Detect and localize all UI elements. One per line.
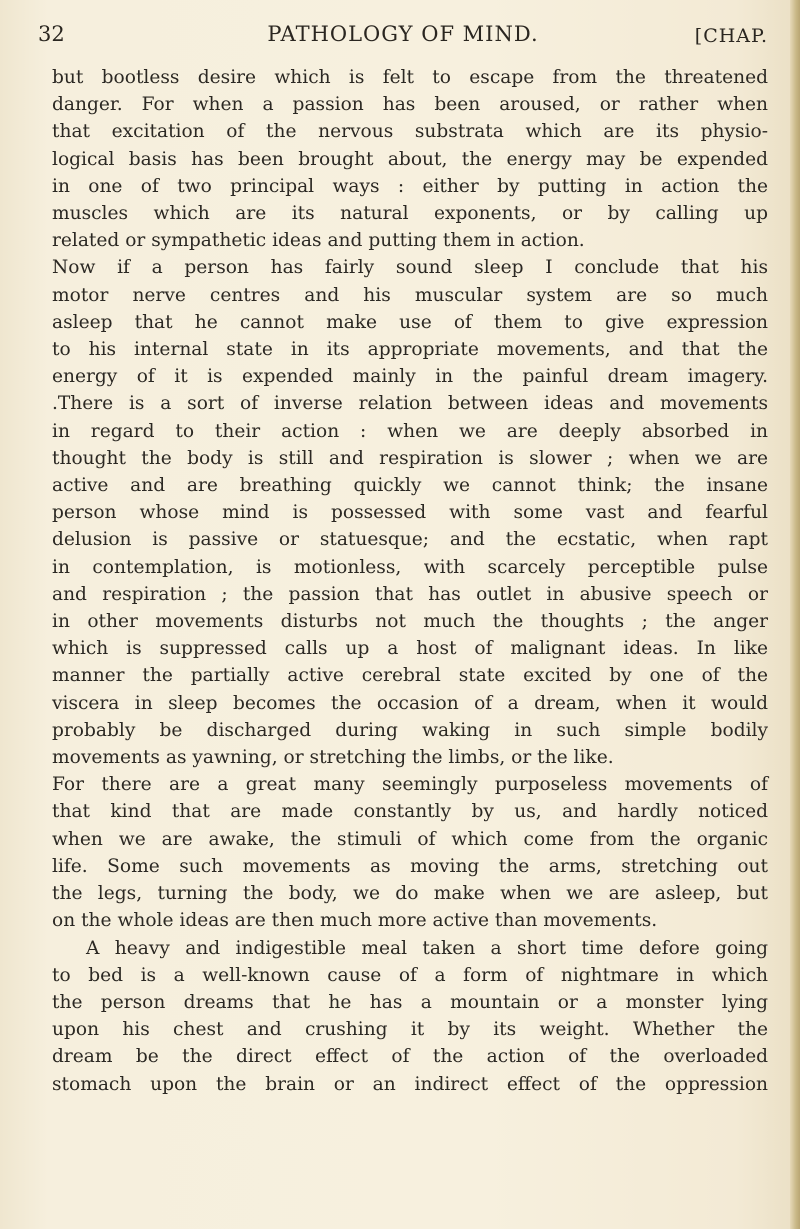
text-line: that excitation of the nervous substrata which are its physio-	[52, 121, 768, 143]
text-line: person whose mind is possessed with some vast and fearful	[52, 502, 768, 524]
text-line: movements as yawning, or stretching the limbs, or the like.	[52, 747, 614, 769]
chapter-label: [CHAP.	[694, 25, 768, 47]
text-line: logical basis has been brought about, the energy may be expended	[52, 148, 768, 170]
text-line: energy of it is expended mainly in the painful dream imagery.	[52, 366, 768, 388]
text-line: For there are a great many seemingly purposeless movements of	[52, 774, 768, 796]
text-line: the person dreams that he has a mountain or a monster lying	[52, 991, 768, 1013]
page-header	[38, 22, 768, 52]
text-line: to bed is a well-known cause of a form of nightmare in which	[52, 964, 768, 986]
page-edge	[790, 0, 800, 1229]
text-line: in contemplation, is motionless, with scarcely perceptible pulse	[52, 556, 768, 578]
text-line: which is suppressed calls up a host of malignant ideas. In like	[52, 638, 768, 660]
text-line: in regard to their action : when we are deeply absorbed in	[52, 420, 768, 442]
text-line: in one of two principal ways : either by putting in action the	[52, 175, 768, 197]
text-line: but bootless desire which is felt to escape from the threatened	[52, 67, 768, 88]
text-line: life. Some such movements as moving the arms, stretching out	[52, 855, 768, 877]
running-title: PATHOLOGY OF MIND.	[267, 22, 539, 46]
text-line: the legs, turning the body, we do make when we are asleep, but	[52, 883, 768, 905]
text-line: to his internal state in its appropriate movements, and that the	[52, 339, 768, 361]
text-line: stomach upon the brain or an indirect effect of the oppression	[52, 1073, 768, 1095]
text-line: active and are breathing quickly we cannot think; the insane	[52, 475, 768, 497]
text-line: on the whole ideas are then much more active than movements.	[52, 910, 658, 932]
text-line: thought the body is still and respiration is slower ; when we are	[52, 447, 768, 469]
text-line: manner the partially active cerebral state excited by one of the	[52, 665, 768, 687]
text-line: .There is a sort of inverse relation between ideas and movements	[52, 393, 768, 415]
text-line: danger. For when a passion has been aroused, or rather when	[52, 94, 768, 116]
text-line: delusion is passive or statuesque; and the ecstatic, when rapt	[52, 529, 768, 551]
text-line: motor nerve centres and his muscular system are so much	[52, 284, 768, 306]
page-number: 32	[38, 22, 65, 46]
text-line: A heavy and indigestible meal taken a short time defore going	[86, 937, 768, 959]
text-line: asleep that he cannot make use of them to give expression	[52, 311, 768, 333]
text-line: Now if a person has fairly sound sleep I conclude that his	[52, 257, 768, 279]
body-text	[52, 64, 768, 1098]
text-line: upon his chest and crushing it by its weight. Whether the	[52, 1019, 768, 1041]
text-line: when we are awake, the stimuli of which come from the organic	[52, 828, 768, 850]
text-line: viscera in sleep becomes the occasion of a dream, when it would	[52, 692, 768, 714]
text-line: in other movements disturbs not much the thoughts ; the anger	[52, 611, 768, 633]
text-line: and respiration ; the passion that has outlet in abusive speech or	[52, 583, 768, 605]
text-line: muscles which are its natural exponents, or by calling up	[52, 203, 768, 225]
text-line: probably be discharged during waking in such simple bodily	[52, 719, 768, 741]
text-line: related or sympathetic ideas and putting them in action.	[52, 230, 585, 252]
text-line: that kind that are made constantly by us, and hardly noticed	[52, 801, 768, 823]
text-line: dream be the direct effect of the action of the overloaded	[52, 1046, 768, 1068]
